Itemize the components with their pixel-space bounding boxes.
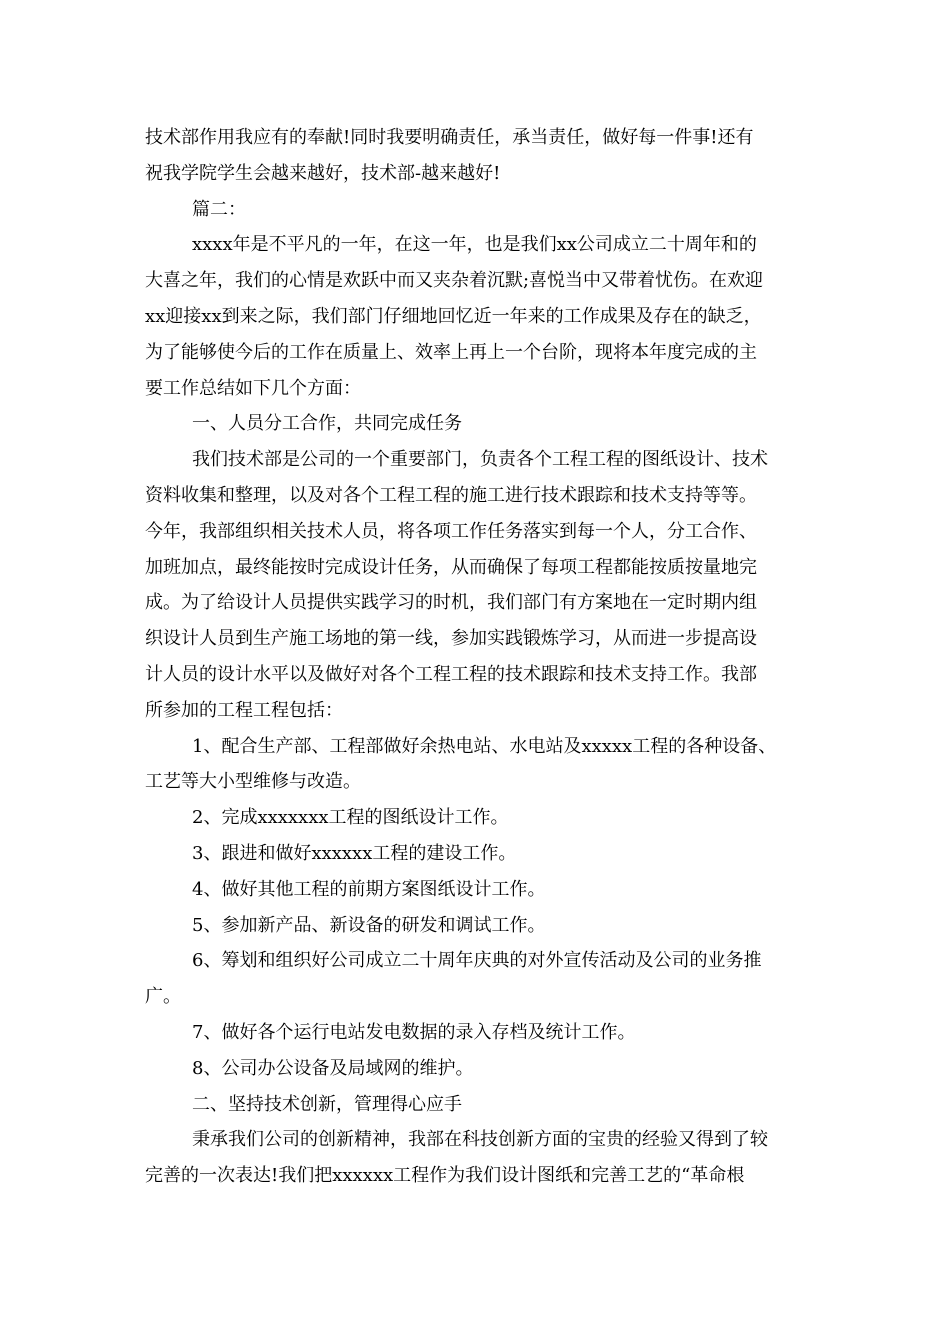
list-item: 6、筹划和组织好公司成立二十周年庆典的对外宣传活动及公司的业务推 <box>192 950 762 972</box>
paragraph-line: 要工作总结如下几个方面： <box>145 377 361 399</box>
list-item: 3、跟进和做好xxxxxx工程的建设工作。 <box>192 842 517 864</box>
paragraph-line: 秉承我们公司的创新精神，我部在科技创新方面的宝贵的经验又得到了较 <box>192 1129 768 1151</box>
section-heading: 篇二： <box>192 198 246 220</box>
list-item: 8、公司办公设备及局域网的维护。 <box>192 1057 474 1079</box>
paragraph-line: 资料收集和整理，以及对各个工程工程的施工进行技术跟踪和技术支持等等。 <box>145 484 757 506</box>
paragraph-line: xx迎接xx到来之际，我们部门仔细地回忆近一年来的工作成果及存在的缺乏， <box>145 305 762 327</box>
paragraph-line: xxxx年是不平凡的一年，在这一年，也是我们xx公司成立二十周年和的 <box>192 234 757 256</box>
paragraph-line: 祝我学院学生会越来越好，技术部-越来越好! <box>145 162 501 184</box>
list-item: 5、参加新产品、新设备的研发和调试工作。 <box>192 914 546 936</box>
list-item: 7、做好各个运行电站发电数据的录入存档及统计工作。 <box>192 1021 636 1043</box>
paragraph-line: 大喜之年，我们的心情是欢跃中而又夹杂着沉默;喜悦当中又带着忧伤。在欢迎 <box>145 270 764 292</box>
list-item: 2、完成xxxxxxx工程的图纸设计工作。 <box>192 807 509 829</box>
section-heading: 一、人员分工合作，共同完成任务 <box>192 413 462 435</box>
paragraph-line: 为了能够使今后的工作在质量上、效率上再上一个台阶，现将本年度完成的主 <box>145 341 757 363</box>
list-item: 1、配合生产部、工程部做好余热电站、水电站及xxxxx工程的各种设备、 <box>192 735 777 757</box>
paragraph-line: 织设计人员到生产施工场地的第一线，参加实践锻炼学习，从而进一步提高设 <box>145 628 757 650</box>
paragraph-line: 我们技术部是公司的一个重要部门，负责各个工程工程的图纸设计、技术 <box>192 449 768 471</box>
paragraph-line: 今年，我部组织相关技术人员，将各项工作任务落实到每一个人，分工合作、 <box>145 520 757 542</box>
list-item: 4、做好其他工程的前期方案图纸设计工作。 <box>192 878 546 900</box>
paragraph-line: 技术部作用我应有的奉献!同时我要明确责任，承当责任，做好每一件事!还有 <box>145 127 754 148</box>
paragraph-line: 加班加点，最终能按时完成设计任务，从而确保了每项工程都能按质按量地完 <box>145 556 757 578</box>
document-body <box>145 120 805 1194</box>
paragraph-line: 计人员的设计水平以及做好对各个工程工程的技术跟踪和技术支持工作。我部 <box>145 663 757 685</box>
paragraph-line: 所参加的工程工程包括： <box>145 699 343 721</box>
list-item-continuation: 广。 <box>145 986 181 1008</box>
paragraph-line: 成。为了给设计人员提供实践学习的时机，我们部门有方案地在一定时期内组 <box>145 592 757 614</box>
list-item-continuation: 工艺等大小型维修与改造。 <box>145 771 361 793</box>
section-heading: 二、坚持技术创新，管理得心应手 <box>192 1093 462 1115</box>
paragraph-line: 完善的一次表达!我们把xxxxxx工程作为我们设计图纸和完善工艺的“革命根 <box>145 1165 745 1187</box>
